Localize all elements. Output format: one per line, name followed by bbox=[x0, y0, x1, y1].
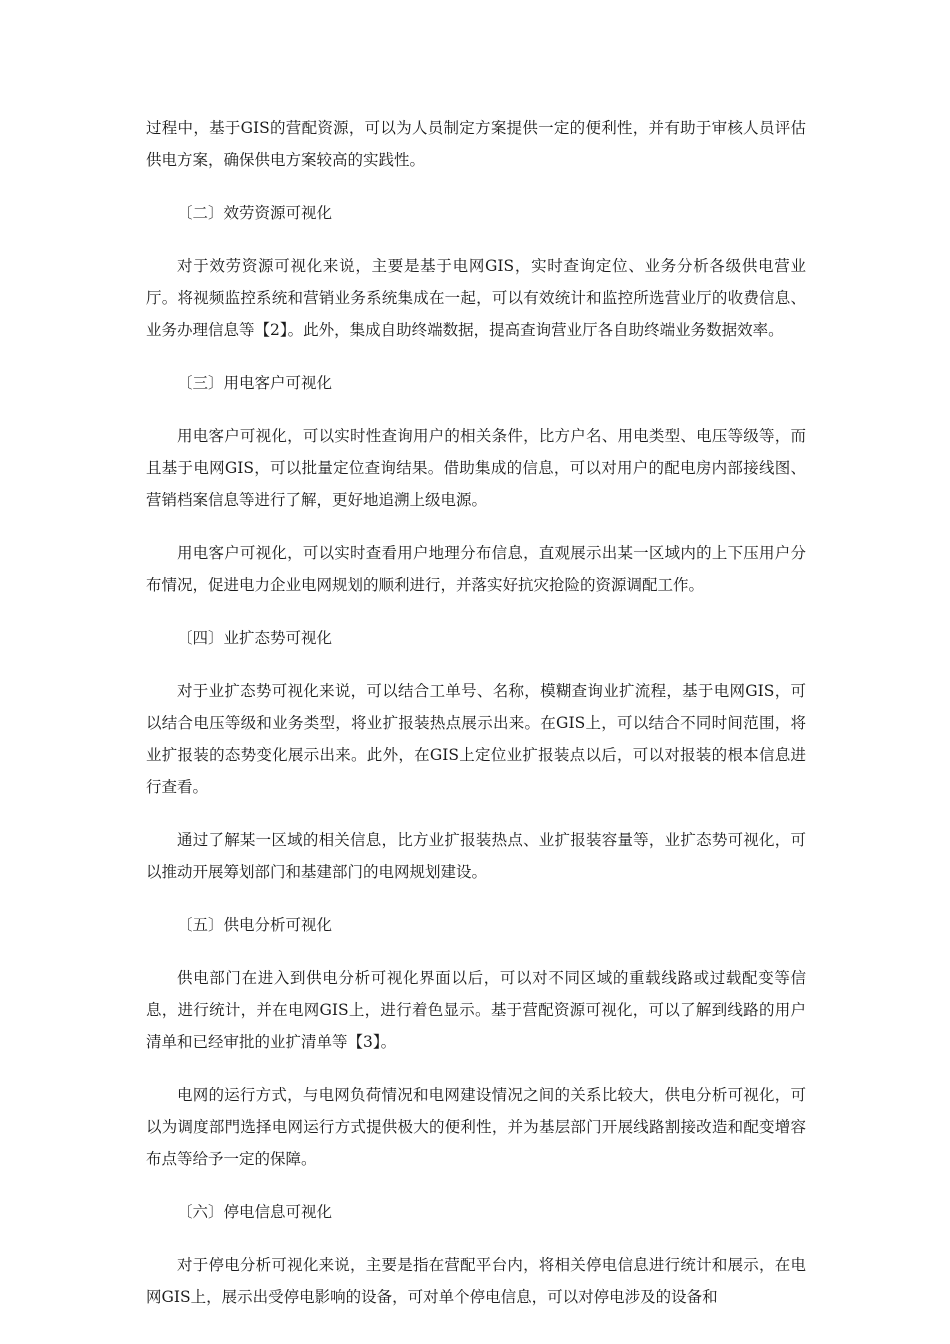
paragraph-grid-operation: 电网的运行方式，与电网负荷情况和电网建设情况之间的关系比较大，供电分析可视化，可以为调度部門选择电网运行方式提供极大的便利性，并为基层部门开展线路割接改造和配变增容布点等给予一定的保障。 bbox=[146, 1086, 806, 1168]
paragraph-customer-query: 用电客户可视化，可以实时性查询用户的相关条件，比方户名、用电类型、电压等级等，而且基于电网GIS，可以批量定位查询结果。借助集成的信息，可以对用户的配电房内部接线图、营销档案信息等进行了解，更好地追溯上级电源。 bbox=[146, 427, 806, 509]
section-heading-outage-info: 〔六〕停电信息可视化 bbox=[177, 1203, 333, 1221]
paragraph-outage-analysis: 对于停电分析可视化来说，主要是指在营配平台内，将相关停电信息进行统计和展示，在电网GIS上，展示出受停电影响的设备，可对单个停电信息，可以对停电涉及的设备和 bbox=[146, 1256, 806, 1306]
paragraph-continued: 过程中，基于GIS的营配资源，可以为人员制定方案提供一定的便利性，并有助于审核人员评估供电方案，确保供电方案较高的实践性。 bbox=[146, 119, 806, 169]
paragraph-customer-distribution: 用电客户可视化，可以实时查看用户地理分布信息，直观展示出某一区域内的上下压用户分布情况，促进电力企业电网规划的顺利进行，并落实好抗灾抢险的资源调配工作。 bbox=[146, 544, 806, 594]
section-heading-customer-visualization: 〔三〕用电客户可视化 bbox=[177, 374, 333, 392]
section-heading-supply-analysis: 〔五〕供电分析可视化 bbox=[177, 916, 333, 934]
paragraph-supply-statistics: 供电部门在进入到供电分析可视化界面以后，可以对不同区域的重载线路或过载配变等信息，进行统计，并在电网GIS上，进行着色显示。基于营配资源可视化，可以了解到线路的用户清单和已经审批的业扩清单等【3】。 bbox=[146, 969, 806, 1051]
section-heading-service-resources: 〔二〕效劳资源可视化 bbox=[177, 204, 333, 222]
paragraph-expansion-query: 对于业扩态势可视化来说，可以结合工单号、名称，模糊查询业扩流程，基于电网GIS，可以结合电压等级和业务类型，将业扩报装热点展示出来。在GIS上，可以结合不同时间范围，将业扩报装的态势变化展示出来。此外，在GIS上定位业扩报装点以后，可以对报装的根本信息进行查看。 bbox=[146, 682, 806, 796]
document-page bbox=[146, 112, 806, 1313]
paragraph-service-resources: 对于效劳资源可视化来说，主要是基于电网GIS，实时查询定位、业务分析各级供电营业厅。将视频监控系统和营销业务系统集成在一起，可以有效统计和监控所选营业厅的收费信息、业务办理信息等【2】。此外，集成自助终端数据，提高查询营业厅各自助终端业务数据效率。 bbox=[146, 257, 806, 339]
section-heading-expansion-trend: 〔四〕业扩态势可视化 bbox=[177, 629, 333, 647]
paragraph-expansion-planning: 通过了解某一区域的相关信息，比方业扩报装热点、业扩报装容量等，业扩态势可视化，可以推动开展筹划部门和基建部门的电网规划建设。 bbox=[146, 831, 806, 881]
